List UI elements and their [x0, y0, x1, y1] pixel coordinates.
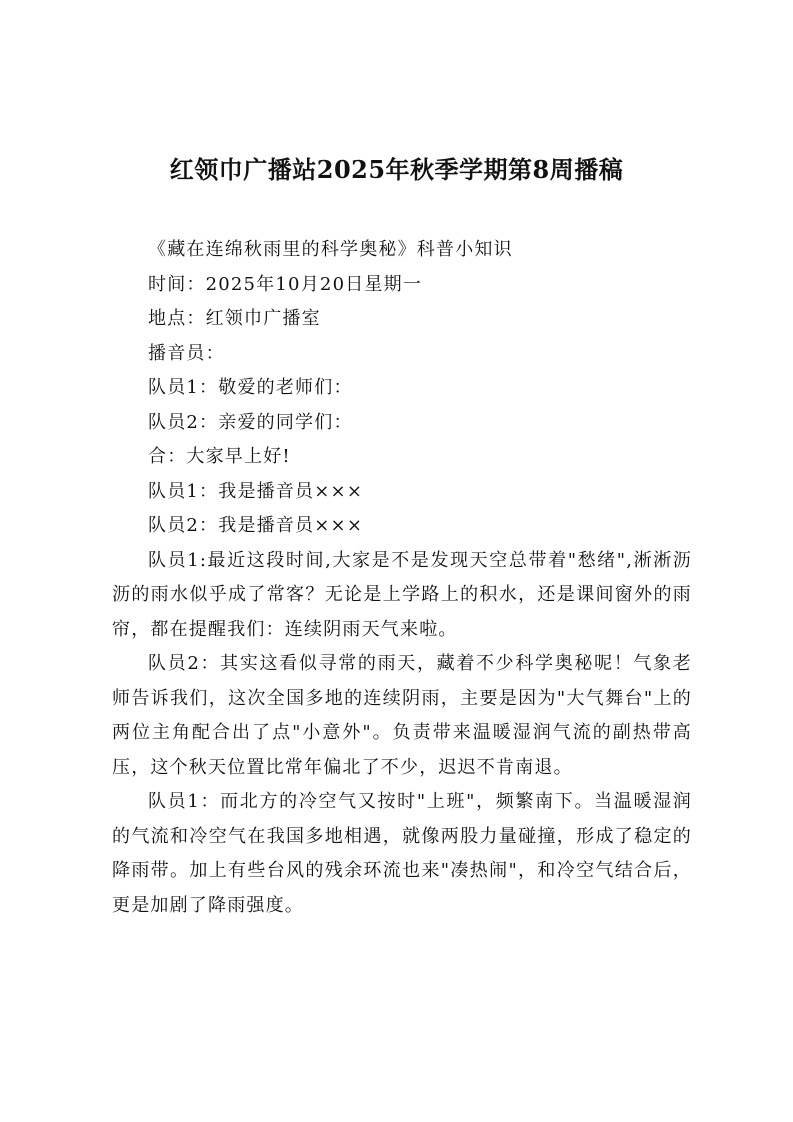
- script-paragraph: 队员1：而北方的冷空气又按时"上班"，频繁南下。当温暖湿润的气流和冷空气在我国多地相遇，就像两股力量碰撞，形成了稳定的降雨带。加上有些台风的残余环流也来"凑热闹"，和冷空气结合后，更是加剧了降雨强度。: [112, 791, 692, 916]
- location-line: 地点：红领巾广播室: [148, 308, 321, 329]
- announcer-label-line: 播音员：: [148, 342, 225, 364]
- script-line: 合：大家早上好!: [148, 446, 291, 467]
- document-title: 红领巾广播站2025年秋季学期第8周播稿: [169, 155, 624, 184]
- time-line: 时间：2025年10月20日星期一: [148, 273, 423, 295]
- script-line: 队员1：敬爱的老师们：: [148, 377, 353, 398]
- script-paragraph: 队员2：其实这看似寻常的雨天，藏着不少科学奥秘呢！气象老师告诉我们，这次全国多地的连续阴雨，主要是因为"大气舞台"上的两位主角配合出了点"小意外"。负责带来温暖湿润气流的副热带高压，这个秋天位置比常年偏北了不少，迟迟不肯南退。: [112, 653, 692, 778]
- document-body: [112, 233, 692, 923]
- subtitle-line: 《藏在连绵秋雨里的科学奥秘》科普小知识: [148, 239, 513, 260]
- script-line: 队员2：我是播音员×××: [148, 515, 364, 536]
- script-line: 队员2：亲爱的同学们：: [148, 411, 353, 433]
- script-paragraph: 队员1:最近这段时间,大家是不是发现天空总带着"愁绪",淅淅沥沥的雨水似乎成了常客？无论是上学路上的积水，还是课间窗外的雨帘，都在提醒我们：连续阴雨天气来啦。: [112, 549, 692, 640]
- script-line: 队员1：我是播音员×××: [148, 480, 364, 502]
